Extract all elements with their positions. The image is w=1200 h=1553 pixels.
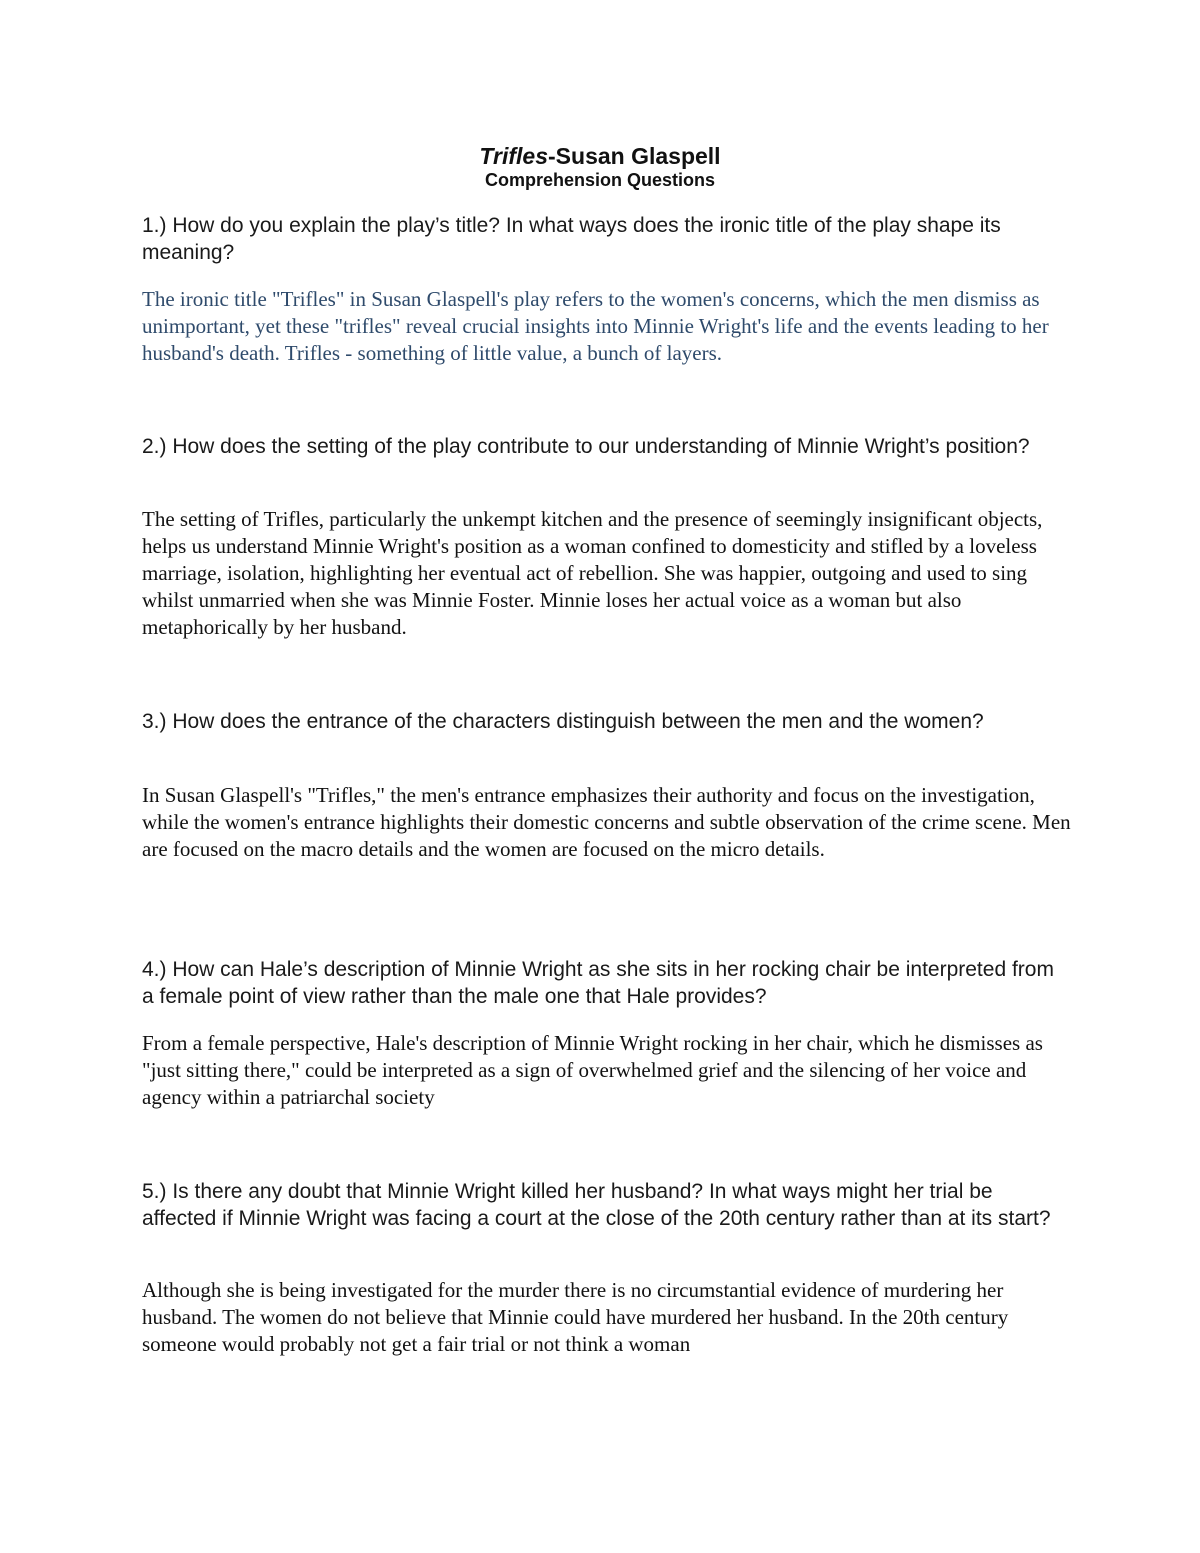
title-author: -Susan Glaspell	[548, 143, 721, 169]
answer-3: In Susan Glaspell's "Trifles," the men's entrance emphasizes their authority and focus on the investigation, while the women's entrance highlights their domestic concerns and subtle observation of the crime scene. Men are focused on the macro details and the women are focused on the micro details.	[142, 783, 1071, 861]
answer-4: From a female perspective, Hale's description of Minnie Wright rocking in her chair, which he dismisses as "just sitting there," could be interpreted as a sign of overwhelmed grief and the silencing of her voice and agency within a patriarchal society	[142, 1031, 1043, 1109]
question-1: 1.) How do you explain the play’s title? In what ways does the ironic title of the play shape its meaning?	[142, 214, 1001, 264]
title-play-name: Trifles	[479, 143, 549, 169]
question-4: 4.) How can Hale’s description of Minnie Wright as she sits in her rocking chair be interpreted from a female point of view rather than the male one that Hale provides?	[142, 958, 1054, 1008]
answer-5: Although she is being investigated for the murder there is no circumstantial evidence of murdering her husband. The women do not believe that Minnie could have murdered her husband. In the 20th century someone would probably not get a fair trial or not think a woman	[142, 1278, 1009, 1356]
answer-1: The ironic title "Trifles" in Susan Glaspell's play refers to the women's concerns, which the men dismiss as unimportant, yet these "trifles" reveal crucial insights into Minnie Wright's life and the events leading to her husband's death. Trifles - something of little value, a bunch of layers.	[142, 287, 1049, 365]
document-subtitle: Comprehension Questions	[484, 170, 716, 190]
question-5: 5.) Is there any doubt that Minnie Wright killed her husband? In what ways might her trial be affected if Minnie Wright was facing a court at the close of the 20th century rather than at its start?	[142, 1180, 1051, 1230]
document-title	[0, 143, 1200, 170]
answer-2: The setting of Trifles, particularly the unkempt kitchen and the presence of seemingly insignificant objects, helps us understand Minnie Wright's position as a woman confined to domesticity and stifled by a loveless marriage, isolation, highlighting her eventual act of rebellion. She was happier, outgoing and used to sing whilst unmarried when she was Minnie Foster. Minnie loses her actual voice as a woman but also metaphorically by her husband.	[142, 507, 1043, 639]
question-3: 3.) How does the entrance of the characters distinguish between the men and the women?	[142, 710, 984, 733]
question-2: 2.) How does the setting of the play contribute to our understanding of Minnie Wright’s position?	[142, 435, 1030, 458]
